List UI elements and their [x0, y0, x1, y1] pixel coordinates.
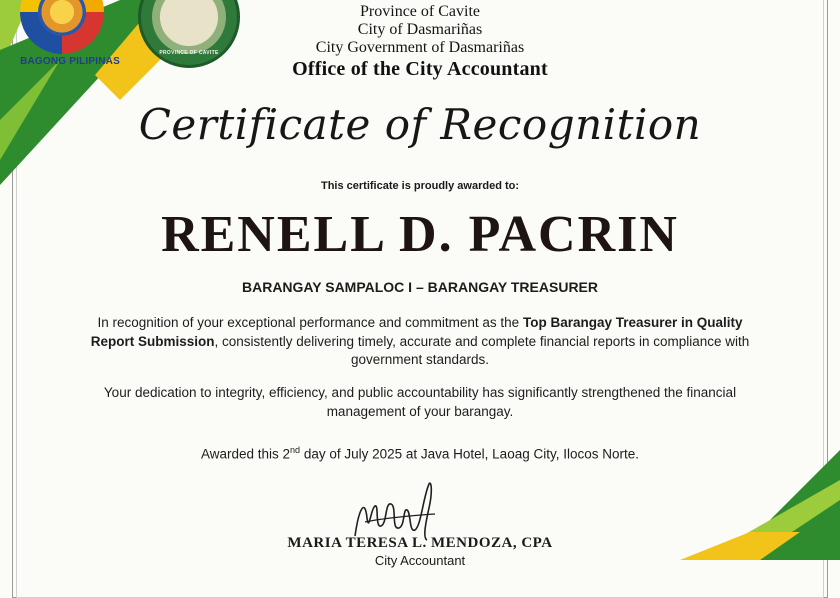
- header-city: City of Dasmariñas: [357, 21, 483, 38]
- recognition-text-end: , consistently delivering timely, accurate and complete financial reports in compliance with government standards.: [214, 333, 750, 367]
- header-province: Province of Cavite: [360, 3, 480, 20]
- header-government: City Government of Dasmariñas: [315, 39, 525, 56]
- signatory-title: City Accountant: [374, 553, 466, 568]
- bagong-pilipinas-logo-label: BAGONG PILIPINAS: [20, 56, 120, 67]
- awarded-suffix: day of July 2025 at Java Hotel, Laoag City, Ilocos Norte.: [300, 446, 639, 462]
- awarded-to-line: This certificate is proudly awarded to:: [320, 180, 520, 192]
- header-office: Office of the City Accountant: [292, 58, 548, 80]
- certificate-title: Certificate of Recognition: [138, 100, 702, 149]
- awarded-ordinal: nd: [290, 445, 301, 455]
- recognition-text-start: In recognition of your exceptional performance and commitment as the: [97, 315, 523, 330]
- awarded-prefix: Awarded this 2: [200, 446, 291, 462]
- recipient-position: BARANGAY SAMPALOC I – BARANGAY TREASURER: [241, 279, 598, 295]
- recognition-paragraph: [90, 314, 750, 370]
- recipient-name: RENELL D. PACRIN: [161, 206, 679, 263]
- province-of-cavite-seal-label: PROVINCE OF CAVITE: [159, 50, 219, 56]
- awarded-date-venue: [0, 445, 840, 462]
- signatory-name: MARIA TERESA L. MENDOZA, CPA: [287, 535, 553, 551]
- dedication-paragraph: Your dedication to integrity, efficiency, and public accountability has significantly strengthened the financial management of your barangay.: [103, 385, 737, 419]
- recognition-award-name: Top Barangay Treasurer in Quality Report Submission: [90, 315, 743, 349]
